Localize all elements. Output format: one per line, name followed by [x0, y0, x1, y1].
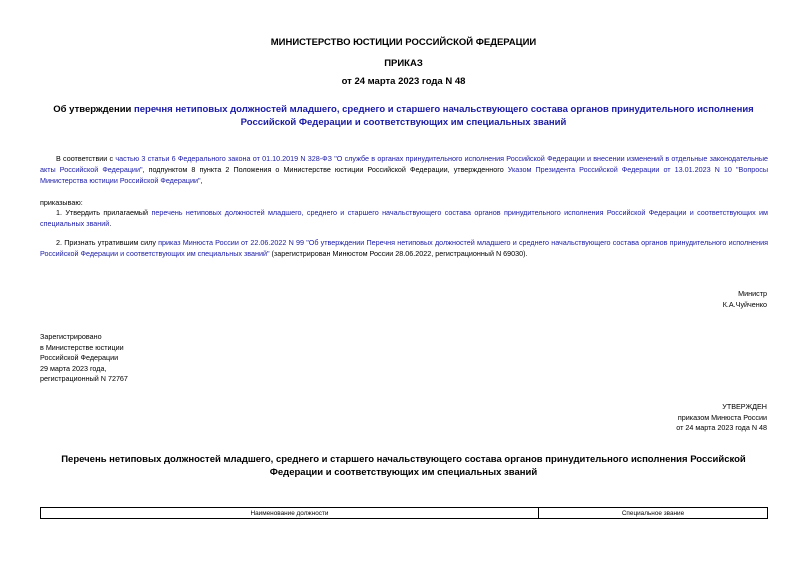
column-header-position: Наименование должности — [41, 508, 539, 519]
approval-line: УТВЕРЖДЕН — [722, 402, 767, 411]
document-type: ПРИКАЗ — [384, 58, 423, 69]
approval-line: приказом Минюста России — [677, 412, 767, 422]
registration-line: Зарегистрировано — [40, 332, 102, 341]
item-1-link[interactable]: перечень нетиповых должностей младшего, среднего и старшего начальствующего состава органов принудительного исполнения Российской Федерации и соответствующих им специальных званий — [40, 208, 768, 228]
signature-name: К.А.Чуйченко — [722, 299, 767, 309]
title-prefix: Об утверждении — [53, 104, 135, 115]
item-2-link[interactable]: приказ Минюста России от 22.06.2022 N 99 "Об утверждении Перечня нетиповых должностей младшего и среднего начальствующего состава органов принудительного исполнения Российской Федерации и соответствующих им специальных званий" — [40, 238, 768, 258]
column-header-rank: Специальное звание — [538, 508, 767, 519]
document-date-number: от 24 марта 2023 года N 48 — [341, 76, 466, 87]
basis-law-link[interactable]: частью 3 статьи 6 Федерального закона от 01.10.2019 N 328-ФЗ "О службе в органах принудительного исполнения Российской Федерации и внесении изменений в отдельные законодательные акты Российской Федерации" — [40, 154, 768, 174]
list-title: Перечень нетиповых должностей младшего, среднего и старшего начальствующего состава органов принудительного исполнения Российской Федерации и соответствующих им специальных званий — [61, 454, 746, 478]
registration-line: 29 марта 2023 года, — [40, 363, 107, 373]
order-word: приказываю: — [40, 198, 83, 207]
item-2-end: (зарегистрирован Минюстом России 28.06.2022, регистрационный N 69030). — [269, 249, 528, 258]
document-title — [40, 103, 767, 129]
table-header-row — [41, 508, 768, 519]
item-1 — [40, 207, 768, 229]
basis-text-2: , подпунктом 8 пункта 2 Положения о Министерстве юстиции Российской Федерации, утвержденного — [142, 165, 508, 174]
registration-line: Российской Федерации — [40, 353, 119, 362]
signature-block — [723, 289, 767, 310]
basis-decree-link[interactable]: Указом Президента Российской Федерации от 13.01.2023 N 10 "Вопросы Министерства юстиции Российской Федерации" — [40, 165, 768, 185]
title-link[interactable]: перечня нетиповых должностей младшего, среднего и старшего начальствующего состава органов принудительного исполнения Российской Федерации и соответствующих им специальных званий — [134, 104, 754, 128]
basis-text-1: В соответствии с — [56, 154, 116, 163]
ministry-heading: МИНИСТЕРСТВО ЮСТИЦИИ РОССИЙСКОЙ ФЕДЕРАЦИИ — [270, 37, 537, 48]
basis-paragraph — [40, 153, 768, 186]
positions-table — [40, 507, 768, 519]
signature-position: Министр — [738, 289, 767, 298]
approval-block — [676, 402, 767, 434]
item-1-text: 1. Утвердить прилагаемый — [56, 208, 152, 217]
basis-text-3: , — [200, 176, 203, 185]
registration-line: регистрационный N 72767 — [40, 374, 128, 383]
item-2 — [40, 237, 768, 259]
item-2-text: 2. Признать утратившим силу — [56, 238, 159, 247]
approval-line: от 24 марта 2023 года N 48 — [676, 423, 767, 432]
registration-block — [40, 332, 128, 385]
registration-line: в Министерстве юстиции — [40, 342, 124, 352]
item-1-end: . — [109, 219, 112, 228]
